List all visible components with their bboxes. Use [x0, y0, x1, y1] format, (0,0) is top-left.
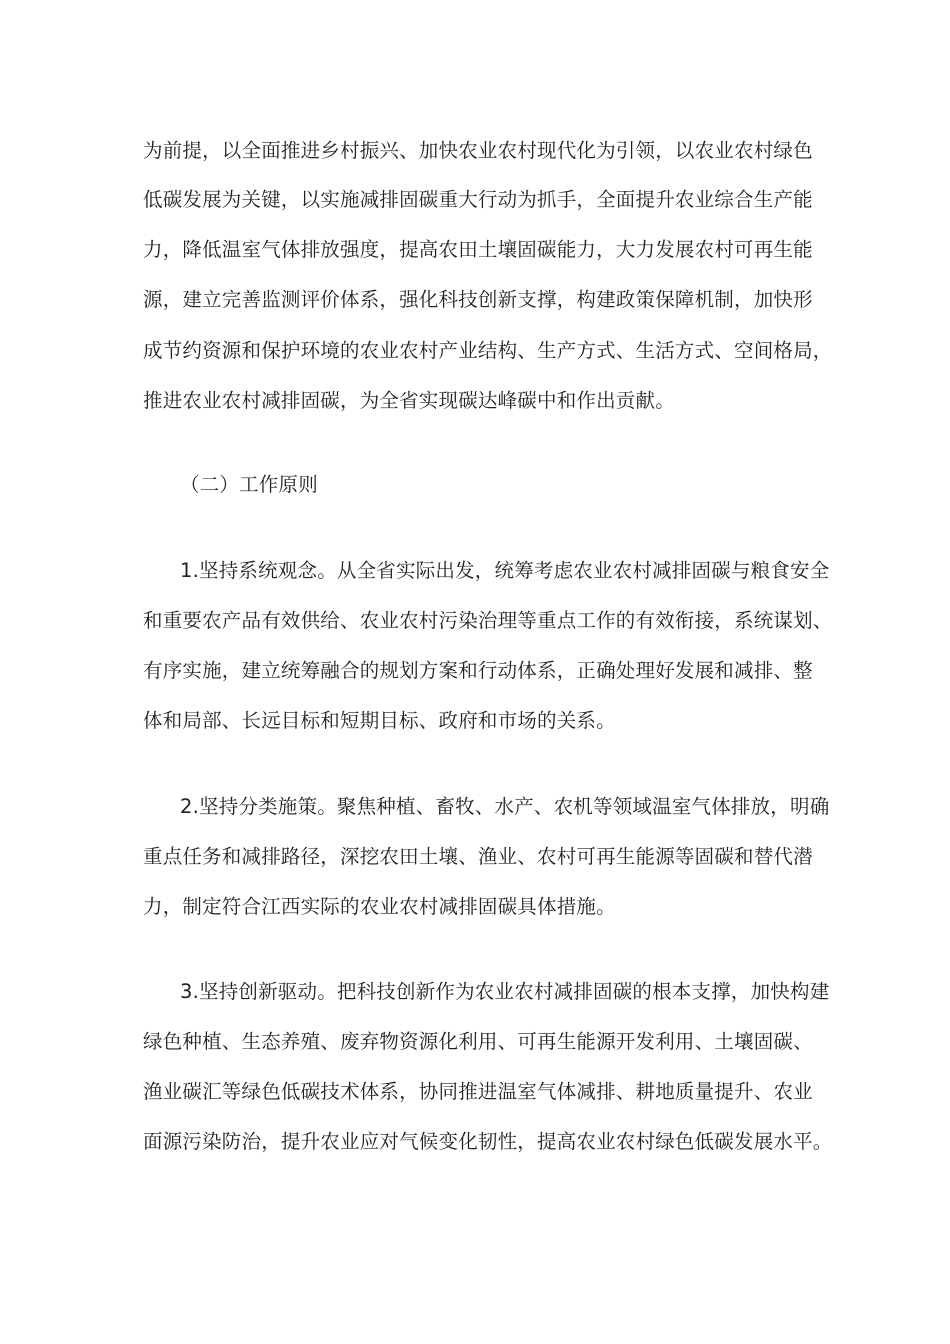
- text-line: 推进农业农村减排固碳，为全省实现碳达峰碳中和作出贡献。: [143, 389, 675, 412]
- text-line: 源，建立完善监测评价体系，强化科技创新支撑，构建政策保障机制，加快形: [143, 288, 813, 311]
- text-line: 和重要农产品有效供给、农业农村污染治理等重点工作的有效衔接，系统谋划、: [143, 609, 833, 632]
- text-line: 力，制定符合江西实际的农业农村减排固碳具体措施。: [143, 895, 616, 918]
- text-line: 为前提，以全面推进乡村振兴、加快农业农村现代化为引领，以农业农村绿色: [143, 139, 813, 162]
- text-line: 渔业碳汇等绿色低碳技术体系，协同推进温室气体减排、耕地质量提升、农业: [143, 1080, 813, 1103]
- text-line: 成节约资源和保护环境的农业农村产业结构、生产方式、生活方式、空间格局，: [143, 339, 833, 362]
- text-line: 面源污染防治，提升农业应对气候变化韧性，提高农业农村绿色低碳发展水平。: [143, 1130, 833, 1153]
- text-line: 3.坚持创新驱动。把科技创新作为农业农村减排固碳的根本支撑，加快构建: [180, 980, 830, 1003]
- text-line: 有序实施，建立统筹融合的规划方案和行动体系，正确处理好发展和减排、整: [143, 659, 813, 682]
- text-line: 重点任务和减排路径，深挖农田土壤、渔业、农村可再生能源等固碳和替代潜: [143, 845, 813, 868]
- text-line: 力，降低温室气体排放强度，提高农田土壤固碳能力，大力发展农村可再生能: [143, 238, 813, 261]
- section-heading: （二）工作原则: [180, 473, 318, 496]
- text-line: 低碳发展为关键，以实施减排固碳重大行动为抓手，全面提升农业综合生产能: [143, 188, 813, 211]
- text-line: 体和局部、长远目标和短期目标、政府和市场的关系。: [143, 709, 616, 732]
- text-line: 2.坚持分类施策。聚焦种植、畜牧、水产、农机等领域温室气体排放，明确: [180, 795, 830, 818]
- text-line: 绿色种植、生态养殖、废弃物资源化利用、可再生能源开发利用、土壤固碳、: [143, 1030, 813, 1053]
- text-line: 1.坚持系统观念。从全省实际出发，统筹考虑农业农村减排固碳与粮食安全: [180, 559, 830, 582]
